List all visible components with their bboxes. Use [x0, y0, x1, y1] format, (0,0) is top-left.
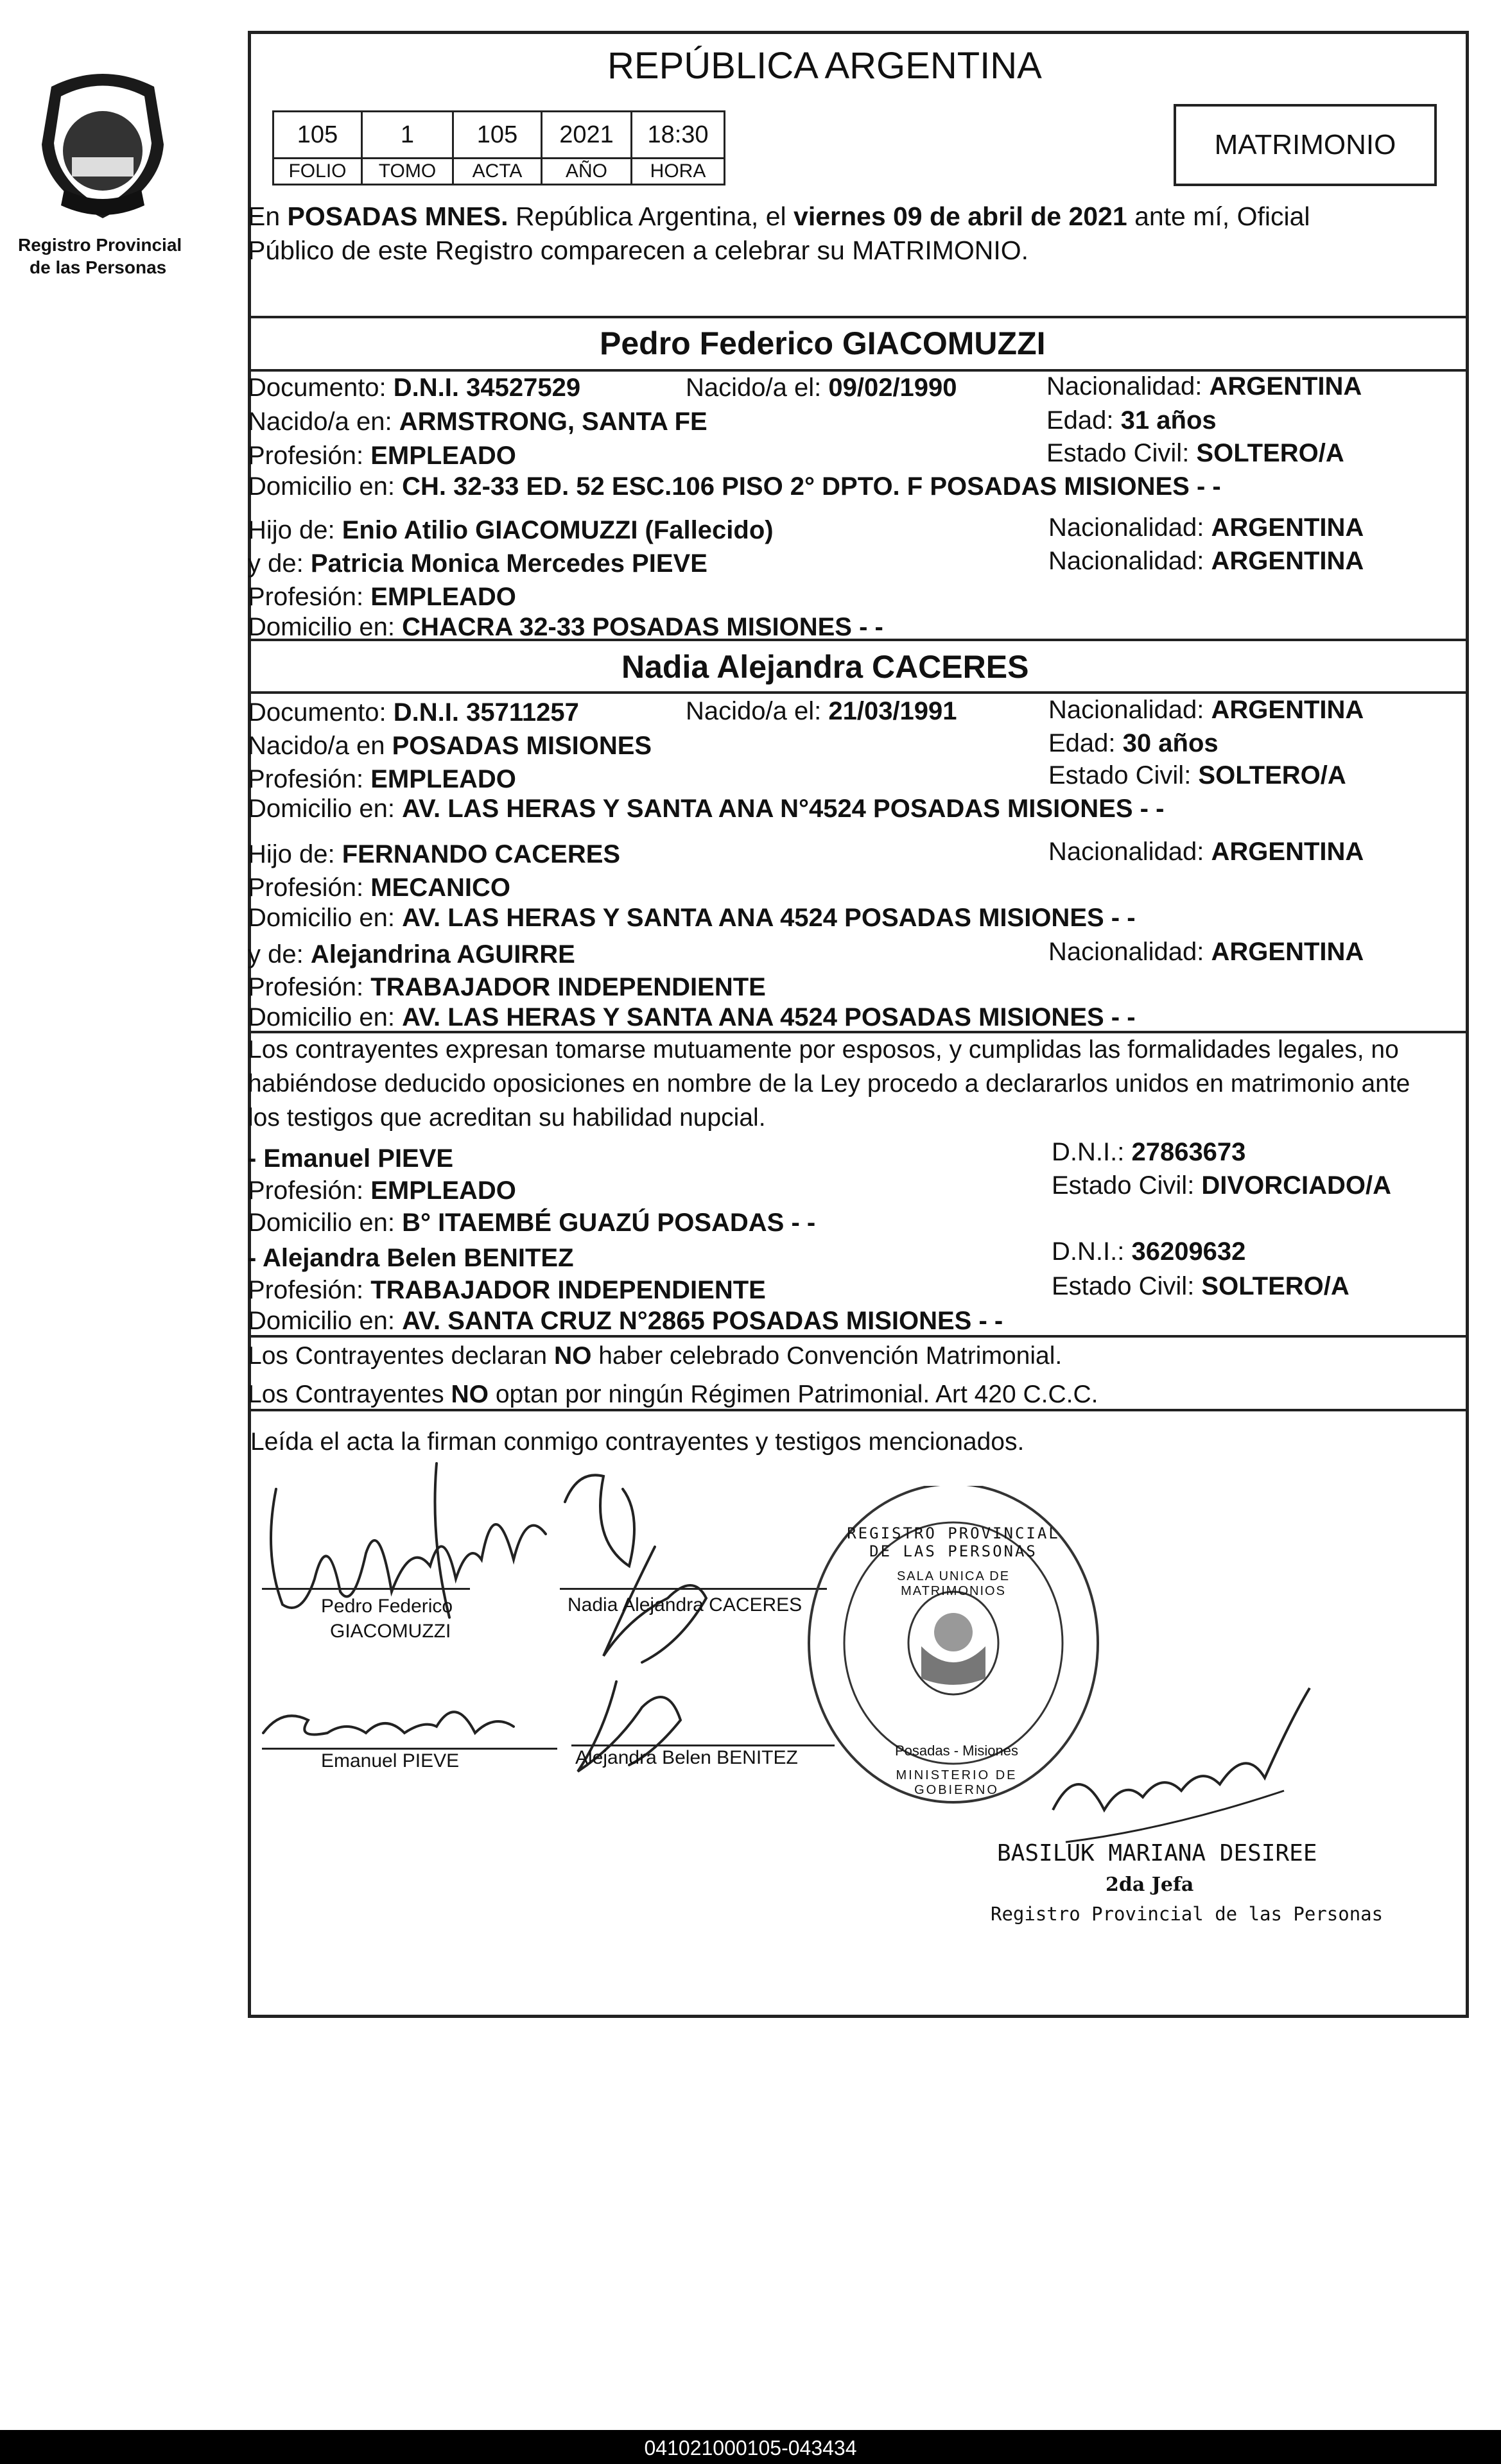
divider: [248, 316, 1466, 318]
witness1-dom: Domicilio en: B° ITAEMBÉ GUAZÚ POSADAS - -: [248, 1209, 816, 1237]
spouse2-mother: y de: Alejandrina AGUIRRE: [248, 940, 575, 969]
spouse1-father: Hijo de: Enio Atilio GIACOMUZZI (Fallecido): [248, 516, 774, 544]
declaration-line-2: habiéndose deducido oposiciones en nombre de la Ley procedo a declararlos unidos en matrimonio ante: [248, 1070, 1410, 1098]
intro-line-1: En POSADAS MNES. República Argentina, el viernes 09 de abril de 2021 ante mí, Oficial: [248, 202, 1310, 231]
logo-caption-2: de las Personas: [30, 257, 167, 277]
cell-anio: 2021: [541, 110, 632, 159]
spouse2-mother-prof: Profesión: TRABAJADOR INDEPENDIENTE: [248, 973, 766, 1001]
witness2-name: - Alejandra Belen BENITEZ: [248, 1244, 574, 1272]
spouse2-doc: Documento: D.N.I. 35711257: [248, 698, 579, 727]
intro-line-2: Público de este Registro comparecen a celebrar su MATRIMONIO.: [248, 236, 1029, 265]
spouse2-father: Hijo de: FERNANDO CACERES: [248, 840, 621, 868]
spouse1-prof: Profesión: EMPLEADO: [248, 442, 516, 470]
label-acta: ACTA: [452, 157, 542, 185]
spouse1-dom: Domicilio en: CH. 32-33 ED. 52 ESC.106 PISO 2° DPTO. F POSADAS MISIONES - -: [248, 472, 1221, 501]
spouse1-doc: Documento: D.N.I. 34527529: [248, 374, 581, 402]
officer-name: BASILUK MARIANA DESIREE: [997, 1840, 1317, 1866]
spouse1-mother: y de: Patricia Monica Mercedes PIEVE: [248, 549, 707, 578]
spouse1-born: Nacido/a el: 09/02/1990: [686, 374, 957, 402]
cell-hora: 18:30: [630, 110, 725, 159]
spouse2-name: Nadia Alejandra CACERES: [621, 649, 1029, 685]
divider: [248, 639, 1466, 641]
officer-title: 2da Jefa: [1106, 1874, 1194, 1896]
divider: [248, 1031, 1466, 1033]
spouse2-prof: Profesión: EMPLEADO: [248, 765, 516, 793]
footer-bar: [0, 2430, 1501, 2464]
signature-line-witness1: [262, 1748, 557, 1750]
spouse2-father-prof: Profesión: MECANICO: [248, 874, 510, 902]
spouse1-mother-nat: Nacionalidad: ARGENTINA: [1048, 547, 1364, 575]
page-title: REPÚBLICA ARGENTINA: [607, 45, 1042, 87]
spouse2-nat: Nacionalidad: ARGENTINA: [1048, 696, 1364, 724]
spouse1-parents-dom: Domicilio en: CHACRA 32-33 POSADAS MISIONES - -: [248, 613, 883, 641]
signature-label-spouse1-1: Pedro Federico: [321, 1596, 453, 1617]
signature-label-spouse1-2: GIACOMUZZI: [330, 1621, 451, 1642]
witness2-prof: Profesión: TRABAJADOR INDEPENDIENTE: [248, 1276, 766, 1304]
signature-label-witness1: Emanuel PIEVE: [321, 1750, 460, 1771]
spouse1-place: Nacido/a en: ARMSTRONG, SANTA FE: [248, 408, 707, 436]
regime-line-2: Los Contrayentes NO optan por ningún Régimen Patrimonial. Art 420 C.C.C.: [248, 1381, 1098, 1408]
seal-text-outer: REGISTRO PROVINCIAL DE LAS PERSONAS: [847, 1524, 1060, 1560]
spouse1-name: Pedro Federico GIACOMUZZI: [600, 325, 1046, 361]
divider: [248, 1335, 1466, 1338]
witness2-dni: D.N.I.: 36209632: [1052, 1237, 1246, 1266]
closing-text: Leída el acta la firman conmigo contrayentes y testigos mencionados.: [250, 1428, 1025, 1456]
cell-tomo: 1: [361, 110, 454, 159]
spouse1-nat: Nacionalidad: ARGENTINA: [1046, 372, 1362, 401]
divider: [248, 691, 1466, 694]
divider: [248, 369, 1466, 372]
label-folio: FOLIO: [272, 157, 363, 185]
witness1-name: - Emanuel PIEVE: [248, 1144, 454, 1173]
footer-code: 041021000105-043434: [644, 2436, 857, 2460]
seal-text-inner: SALA UNICA DE MATRIMONIOS: [896, 1569, 1011, 1598]
spouse2-born: Nacido/a el: 21/03/1991: [686, 697, 957, 725]
spouse2-dom: Domicilio en: AV. LAS HERAS Y SANTA ANA N°4524 POSADAS MISIONES - -: [248, 795, 1165, 823]
spouse2-father-nat: Nacionalidad: ARGENTINA: [1048, 838, 1364, 866]
logo-caption-1: Registro Provincial: [18, 235, 182, 255]
declaration-line-3: los testigos que acreditan su habilidad nupcial.: [248, 1104, 766, 1132]
spouse1-civil: Estado Civil: SOLTERO/A: [1046, 439, 1344, 467]
seal-text-city: Posadas - Misiones: [895, 1743, 1018, 1759]
cell-folio: 105: [272, 110, 363, 159]
cell-acta: 105: [452, 110, 542, 159]
label-anio: AÑO: [541, 157, 632, 185]
officer-office: Registro Provincial de las Personas: [991, 1903, 1384, 1925]
seal-text-bottom: MINISTERIO DE GOBIERNO: [896, 1768, 1018, 1797]
province-logo: [26, 61, 180, 228]
spouse2-mother-nat: Nacionalidad: ARGENTINA: [1048, 938, 1364, 966]
signature-line-witness2: [571, 1745, 835, 1746]
officer-signature-scribble: [1040, 1682, 1335, 1848]
witness1-dni: D.N.I.: 27863673: [1052, 1138, 1246, 1166]
signature-label-spouse2: Nadia Alejandra CACERES: [568, 1594, 803, 1615]
spouse2-mother-dom: Domicilio en: AV. LAS HERAS Y SANTA ANA 4524 POSADAS MISIONES - -: [248, 1003, 1136, 1031]
spouse1-father-nat: Nacionalidad: ARGENTINA: [1048, 513, 1364, 542]
declaration-line-1: Los contrayentes expresan tomarse mutuamente por esposos, y cumplidas las formalidades legales, no: [248, 1036, 1399, 1064]
signature-label-witness2: Alejandra Belen BENITEZ: [575, 1747, 798, 1768]
label-hora: HORA: [630, 157, 725, 185]
spouse2-civil: Estado Civil: SOLTERO/A: [1048, 761, 1346, 789]
signature-line-spouse2: [560, 1588, 827, 1590]
spouse1-parents-prof: Profesión: EMPLEADO: [248, 583, 516, 611]
divider: [248, 1409, 1466, 1411]
witness1-prof: Profesión: EMPLEADO: [248, 1176, 516, 1205]
witness2-dom: Domicilio en: AV. SANTA CRUZ N°2865 POSADAS MISIONES - -: [248, 1307, 1003, 1335]
signature-line-spouse1: [262, 1588, 470, 1590]
witness1-civil: Estado Civil: DIVORCIADO/A: [1052, 1171, 1391, 1200]
record-type-box: MATRIMONIO: [1174, 104, 1437, 186]
label-tomo: TOMO: [361, 157, 454, 185]
spouse2-age: Edad: 30 años: [1048, 729, 1219, 757]
witness2-civil: Estado Civil: SOLTERO/A: [1052, 1272, 1349, 1300]
spouse2-father-dom: Domicilio en: AV. LAS HERAS Y SANTA ANA 4524 POSADAS MISIONES - -: [248, 904, 1136, 932]
regime-line-1: Los Contrayentes declaran NO haber celebrado Convención Matrimonial.: [248, 1342, 1063, 1370]
spouse2-place: Nacido/a en POSADAS MISIONES: [248, 732, 652, 760]
spouse1-age: Edad: 31 años: [1046, 406, 1217, 435]
